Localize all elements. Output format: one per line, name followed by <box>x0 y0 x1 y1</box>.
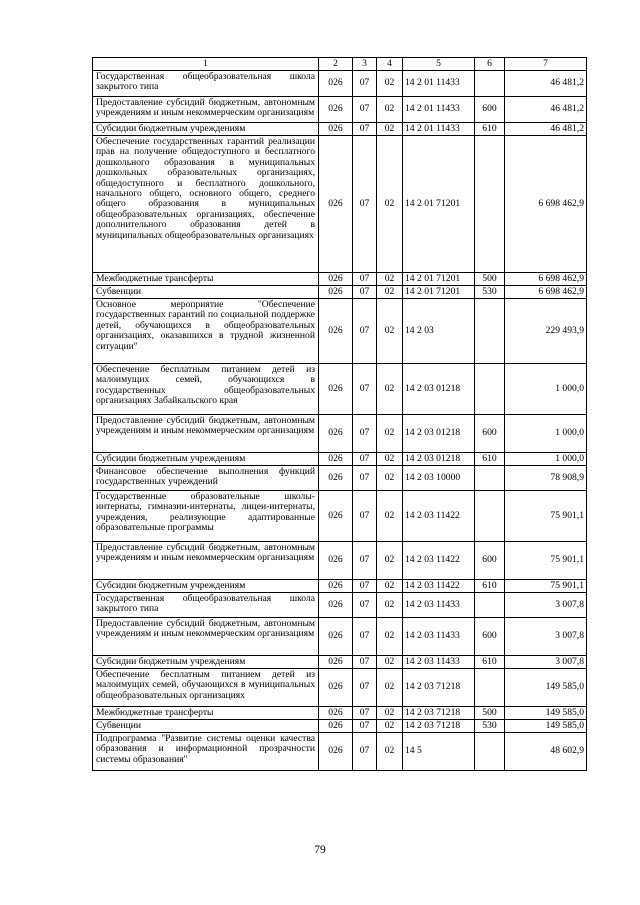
row-subsection: 02 <box>377 720 403 733</box>
row-section: 07 <box>353 491 377 542</box>
table-row <box>93 491 587 542</box>
row-ministry-code: 026 <box>319 286 353 299</box>
row-target-article: 14 2 01 11433 <box>403 97 475 123</box>
row-subsection: 02 <box>377 136 403 273</box>
table-row <box>93 71 587 97</box>
row-target-article: 14 2 01 71201 <box>403 136 475 273</box>
row-subsection: 02 <box>377 466 403 491</box>
row-amount: 149 585,0 <box>505 720 587 733</box>
row-section: 07 <box>353 669 377 707</box>
row-ministry-code: 026 <box>319 123 353 136</box>
row-name: Субсидии бюджетным учреждениям <box>93 656 319 669</box>
row-section: 07 <box>353 136 377 273</box>
row-name: Предоставление субсидий бюджетным, автономным учреждениям и иным некоммерческим организациям <box>93 415 319 453</box>
row-ministry-code: 026 <box>319 580 353 593</box>
row-subsection: 02 <box>377 580 403 593</box>
table-row <box>93 656 587 669</box>
row-target-article: 14 5 <box>403 733 475 771</box>
row-target-article: 14 2 03 11422 <box>403 491 475 542</box>
row-amount: 6 698 462,9 <box>505 136 587 273</box>
row-target-article: 14 2 03 11422 <box>403 580 475 593</box>
row-expense-type: 610 <box>475 580 505 593</box>
table-row <box>93 542 587 580</box>
row-subsection: 02 <box>377 669 403 707</box>
table-row <box>93 136 587 273</box>
table-row <box>93 669 587 707</box>
row-section: 07 <box>353 593 377 618</box>
table-row <box>93 286 587 299</box>
row-subsection: 02 <box>377 97 403 123</box>
row-subsection: 02 <box>377 364 403 415</box>
row-expense-type <box>475 364 505 415</box>
row-target-article: 14 2 03 01218 <box>403 364 475 415</box>
row-target-article: 14 2 03 11433 <box>403 593 475 618</box>
table-row <box>93 733 587 771</box>
table-body <box>93 71 587 771</box>
row-amount: 46 481,2 <box>505 97 587 123</box>
row-amount: 229 493,9 <box>505 299 587 364</box>
row-expense-type: 500 <box>475 707 505 720</box>
row-name: Межбюджетные трансферты <box>93 273 319 286</box>
row-expense-type: 600 <box>475 542 505 580</box>
row-expense-type <box>475 733 505 771</box>
row-ministry-code: 026 <box>319 656 353 669</box>
row-section: 07 <box>353 453 377 466</box>
row-name: Предоставление субсидий бюджетным, автономным учреждениям и иным некоммерческим организациям <box>93 542 319 580</box>
row-target-article: 14 2 03 71218 <box>403 669 475 707</box>
row-expense-type <box>475 491 505 542</box>
table-header-row <box>93 58 587 71</box>
budget-table <box>92 57 587 771</box>
column-header-section: 3 <box>353 58 377 71</box>
row-target-article: 14 2 03 11422 <box>403 542 475 580</box>
row-ministry-code: 026 <box>319 707 353 720</box>
row-target-article: 14 2 03 71218 <box>403 707 475 720</box>
table-row <box>93 453 587 466</box>
row-amount: 75 901,1 <box>505 580 587 593</box>
row-target-article: 14 2 01 71201 <box>403 273 475 286</box>
row-subsection: 02 <box>377 123 403 136</box>
column-header-expense-type: 6 <box>475 58 505 71</box>
table-row <box>93 364 587 415</box>
row-subsection: 02 <box>377 71 403 97</box>
row-amount: 75 901,1 <box>505 542 587 580</box>
row-name: Предоставление субсидий бюджетным, автономным учреждениям и иным некоммерческим организациям <box>93 618 319 656</box>
row-amount: 46 481,2 <box>505 123 587 136</box>
column-header-target-article: 5 <box>403 58 475 71</box>
row-subsection: 02 <box>377 273 403 286</box>
row-ministry-code: 026 <box>319 733 353 771</box>
column-header-name: 1 <box>93 58 319 71</box>
row-name: Обеспечение бесплатным питанием детей из малоимущих семей, обучающихся в государственных общеобразовательных организациях Забайкальского края <box>93 364 319 415</box>
row-ministry-code: 026 <box>319 364 353 415</box>
table-row <box>93 299 587 364</box>
row-expense-type: 530 <box>475 286 505 299</box>
row-section: 07 <box>353 707 377 720</box>
row-amount: 6 698 462,9 <box>505 273 587 286</box>
row-subsection: 02 <box>377 618 403 656</box>
row-section: 07 <box>353 364 377 415</box>
row-name: Подпрограмма "Развитие системы оценки качества образования и информационной прозрачности системы образования" <box>93 733 319 771</box>
column-header-subsection: 4 <box>377 58 403 71</box>
row-ministry-code: 026 <box>319 415 353 453</box>
page-number: 79 <box>314 844 326 856</box>
row-section: 07 <box>353 656 377 669</box>
row-amount: 46 481,2 <box>505 71 587 97</box>
row-target-article: 14 2 03 01218 <box>403 415 475 453</box>
row-name: Субвенции <box>93 720 319 733</box>
row-target-article: 14 2 03 <box>403 299 475 364</box>
row-section: 07 <box>353 299 377 364</box>
row-section: 07 <box>353 466 377 491</box>
row-subsection: 02 <box>377 286 403 299</box>
row-amount: 1 000,0 <box>505 415 587 453</box>
row-ministry-code: 026 <box>319 299 353 364</box>
row-section: 07 <box>353 123 377 136</box>
row-subsection: 02 <box>377 415 403 453</box>
row-section: 07 <box>353 720 377 733</box>
row-ministry-code: 026 <box>319 491 353 542</box>
row-ministry-code: 026 <box>319 71 353 97</box>
row-section: 07 <box>353 542 377 580</box>
row-section: 07 <box>353 286 377 299</box>
row-amount: 78 908,9 <box>505 466 587 491</box>
row-target-article: 14 2 03 01218 <box>403 453 475 466</box>
row-expense-type: 600 <box>475 618 505 656</box>
row-ministry-code: 026 <box>319 618 353 656</box>
row-section: 07 <box>353 97 377 123</box>
row-target-article: 14 2 01 11433 <box>403 123 475 136</box>
row-name: Финансовое обеспечение выполнения функций государственных учреждений <box>93 466 319 491</box>
row-amount: 75 901,1 <box>505 491 587 542</box>
table-row <box>93 618 587 656</box>
table-row <box>93 466 587 491</box>
row-name: Предоставление субсидий бюджетным, автономным учреждениям и иным некоммерческим организациям <box>93 97 319 123</box>
row-expense-type: 610 <box>475 123 505 136</box>
row-expense-type: 530 <box>475 720 505 733</box>
row-expense-type: 610 <box>475 656 505 669</box>
table-row <box>93 720 587 733</box>
row-section: 07 <box>353 273 377 286</box>
row-subsection: 02 <box>377 542 403 580</box>
row-expense-type: 600 <box>475 97 505 123</box>
row-amount: 149 585,0 <box>505 669 587 707</box>
row-expense-type <box>475 71 505 97</box>
row-section: 07 <box>353 733 377 771</box>
row-name: Государственная общеобразовательная школа закрытого типа <box>93 593 319 618</box>
row-subsection: 02 <box>377 453 403 466</box>
table-row <box>93 593 587 618</box>
row-expense-type: 610 <box>475 453 505 466</box>
row-section: 07 <box>353 415 377 453</box>
row-name: Обеспечение бесплатным питанием детей из малоимущих семей, обучающихся в муниципальных общеобразовательных организациях <box>93 669 319 707</box>
table-row <box>93 273 587 286</box>
row-subsection: 02 <box>377 707 403 720</box>
table-row <box>93 415 587 453</box>
row-ministry-code: 026 <box>319 273 353 286</box>
row-section: 07 <box>353 580 377 593</box>
row-expense-type <box>475 593 505 618</box>
row-subsection: 02 <box>377 593 403 618</box>
row-name: Субсидии бюджетным учреждениям <box>93 123 319 136</box>
row-name: Обеспечение государственных гарантий реализации прав на получение общедоступного и бесплатного дошкольного образования в муниципальных дошкольных образовательных организациях, общедоступного и бесплатного дошкольного, начального общего, основного общего, среднего общего образования в муниципальных общеобразовательных организациях, обеспечение дополнительного образования детей в муниципальных общеобразовательных организациях <box>93 136 319 273</box>
table-row <box>93 707 587 720</box>
row-expense-type <box>475 299 505 364</box>
row-ministry-code: 026 <box>319 466 353 491</box>
row-amount: 3 007,8 <box>505 656 587 669</box>
row-amount: 1 000,0 <box>505 364 587 415</box>
row-target-article: 14 2 01 11433 <box>403 71 475 97</box>
row-amount: 3 007,8 <box>505 593 587 618</box>
row-amount: 3 007,8 <box>505 618 587 656</box>
row-expense-type: 600 <box>475 415 505 453</box>
row-ministry-code: 026 <box>319 593 353 618</box>
row-subsection: 02 <box>377 656 403 669</box>
table-row <box>93 580 587 593</box>
row-amount: 48 602,9 <box>505 733 587 771</box>
row-expense-type <box>475 669 505 707</box>
row-name: Межбюджетные трансферты <box>93 707 319 720</box>
column-header-ministry-code: 2 <box>319 58 353 71</box>
row-ministry-code: 026 <box>319 453 353 466</box>
row-name: Государственная общеобразовательная школа закрытого типа <box>93 71 319 97</box>
row-ministry-code: 026 <box>319 669 353 707</box>
row-amount: 6 698 462,9 <box>505 286 587 299</box>
table-row <box>93 123 587 136</box>
row-target-article: 14 2 03 11433 <box>403 618 475 656</box>
row-ministry-code: 026 <box>319 136 353 273</box>
row-amount: 1 000,0 <box>505 453 587 466</box>
row-target-article: 14 2 03 11433 <box>403 656 475 669</box>
row-expense-type <box>475 136 505 273</box>
row-subsection: 02 <box>377 299 403 364</box>
row-target-article: 14 2 03 71218 <box>403 720 475 733</box>
row-amount: 149 585,0 <box>505 707 587 720</box>
row-ministry-code: 026 <box>319 542 353 580</box>
row-expense-type: 500 <box>475 273 505 286</box>
row-name: Субсидии бюджетным учреждениям <box>93 453 319 466</box>
row-name: Основное мероприятие "Обеспечение государственных гарантий по социальной поддержке детей, обучающихся в общеобразовательных организациях, оказавшихся в трудной жизненной ситуации" <box>93 299 319 364</box>
row-name: Субвенции <box>93 286 319 299</box>
row-subsection: 02 <box>377 491 403 542</box>
row-target-article: 14 2 03 10000 <box>403 466 475 491</box>
row-subsection: 02 <box>377 733 403 771</box>
table-row <box>93 97 587 123</box>
row-ministry-code: 026 <box>319 97 353 123</box>
column-header-amount: 7 <box>505 58 587 71</box>
row-name: Субсидии бюджетным учреждениям <box>93 580 319 593</box>
row-section: 07 <box>353 71 377 97</box>
row-target-article: 14 2 01 71201 <box>403 286 475 299</box>
row-expense-type <box>475 466 505 491</box>
row-ministry-code: 026 <box>319 720 353 733</box>
row-section: 07 <box>353 618 377 656</box>
row-name: Государственные образовательные школы-интернаты, гимназии-интернаты, лицеи-интернаты, учреждения, реализующие адаптированные образовательные программы <box>93 491 319 542</box>
